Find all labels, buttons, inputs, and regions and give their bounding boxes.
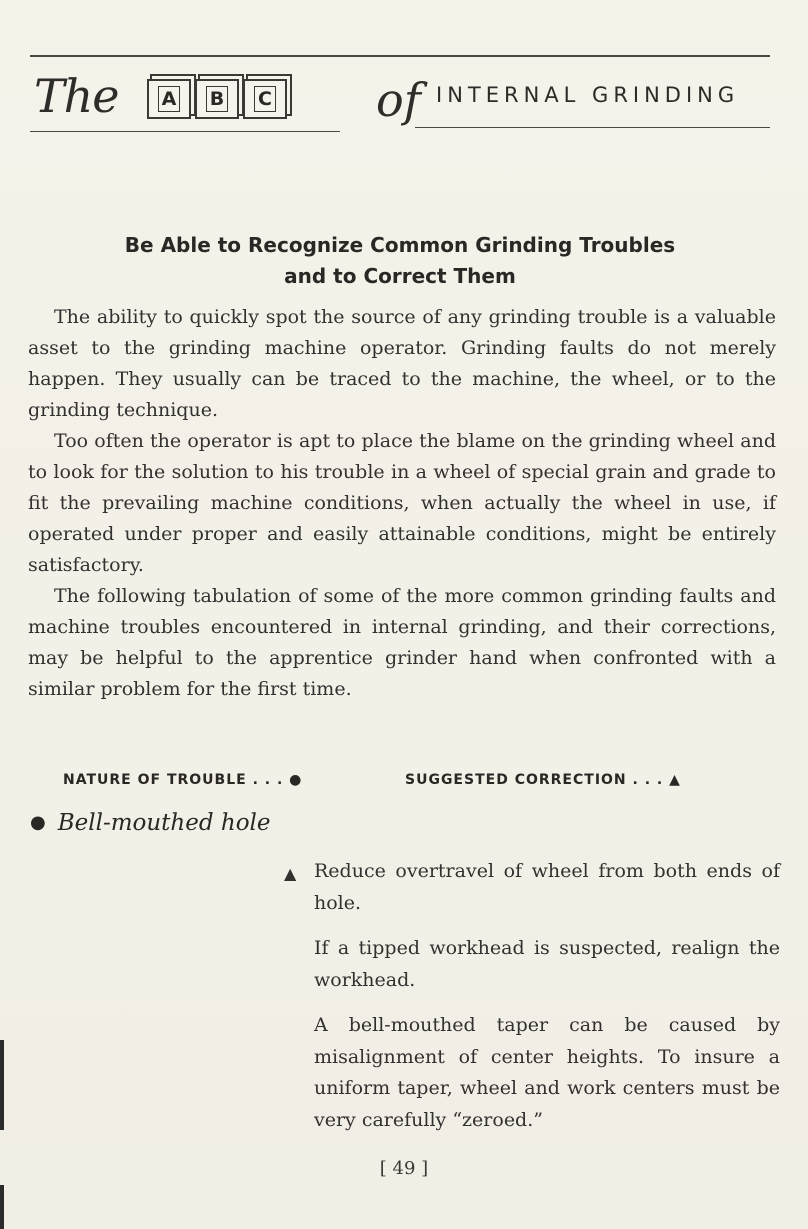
body-text — [28, 302, 776, 705]
page-number: [ 49 ] — [379, 1158, 429, 1179]
trouble-item — [30, 810, 271, 836]
page-header — [30, 55, 770, 145]
block-c — [243, 79, 287, 119]
abc-blocks-logo — [147, 79, 287, 119]
block-b-letter: B — [206, 86, 228, 112]
correction-2: If a tipped workhead is suspected, realign the workhead. — [314, 937, 780, 991]
correction-3: A bell-mouthed taper can be caused by misalignment of center heights. To insure a uniform taper, wheel and work centers must be very carefully “zeroed.” — [314, 1014, 780, 1131]
trouble-label: Bell-mouthed hole — [57, 810, 271, 836]
header-rule-left — [30, 131, 340, 132]
block-a — [147, 79, 191, 119]
paragraph-3: The following tabulation of some of the more common grinding faults and machine troubles encountered in internal grinding, and their corrections, may be helpful to the apprentice grinder hand when confronted with a similar problem for the first time. — [28, 585, 776, 700]
section-heading-line1: Be Able to Recognize Common Grinding Troubles — [124, 233, 676, 257]
correction-1: Reduce overtravel of wheel from both ends of hole. — [314, 860, 780, 914]
header-rule-right — [415, 127, 770, 128]
paragraph-2: Too often the operator is apt to place the blame on the grinding wheel and to look for the solution to his trouble in a wheel of special grain and grade to fit the prevailing machine conditions, when actually the wheel in use, if operated under proper and easily attainable conditions, might be entirely satisfactory. — [28, 430, 776, 576]
section-heading-line2: and to Correct Them — [284, 264, 516, 288]
page-edge-shadow-lower — [0, 1185, 4, 1229]
header-script-of: of — [376, 73, 421, 127]
header-title: INTERNAL GRINDING — [436, 83, 740, 107]
paragraph-1: The ability to quickly spot the source of any grinding trouble is a valuable asset to the grinding machine operator. Grinding faults do not merely happen. They usually can be traced to the machine, the wheel, or to the grinding technique. — [28, 306, 776, 421]
bullet-icon: ● — [30, 812, 46, 833]
triangle-icon: ▲ — [284, 864, 297, 883]
corrections-list — [284, 856, 780, 1150]
column-head-correction: SUGGESTED CORRECTION . . . ▲ — [405, 772, 681, 788]
block-b — [195, 79, 239, 119]
column-head-trouble: NATURE OF TROUBLE . . . ● — [63, 772, 303, 788]
page-edge-shadow — [0, 1040, 4, 1130]
header-rule-top — [30, 55, 770, 57]
section-heading — [30, 230, 770, 292]
block-a-letter: A — [158, 86, 181, 112]
block-c-letter: C — [254, 86, 276, 112]
header-script-the: The — [34, 69, 119, 123]
